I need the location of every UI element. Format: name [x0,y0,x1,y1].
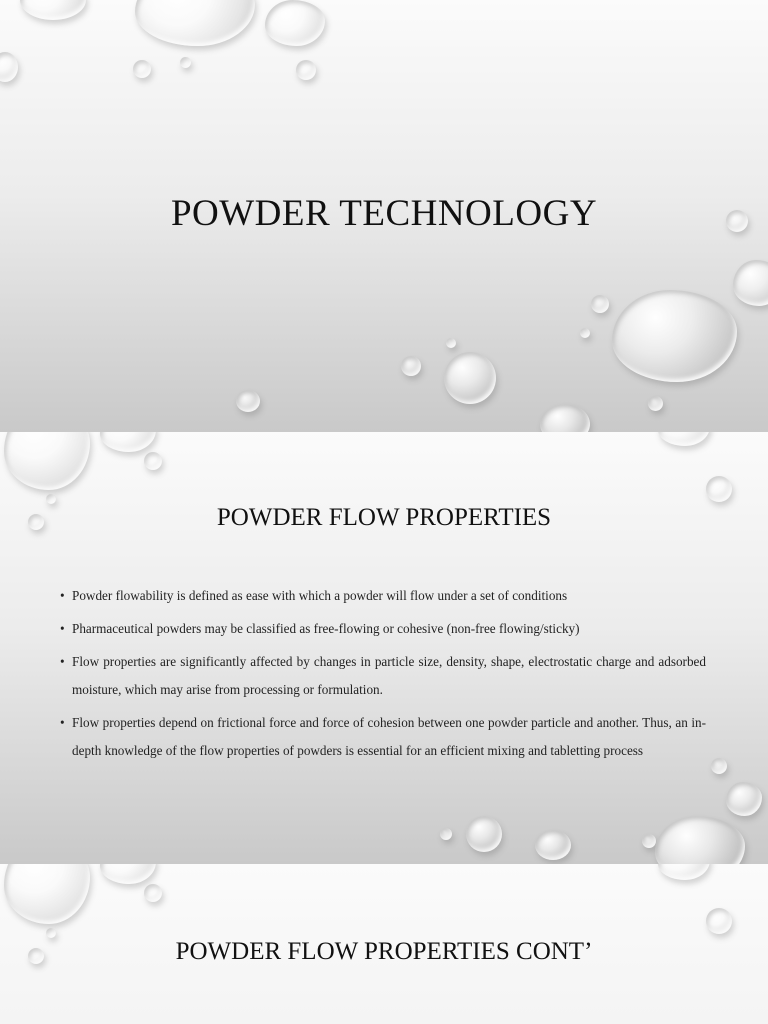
water-droplet-decoration [466,816,502,852]
water-droplet-decoration [440,828,452,840]
slide-powder-flow-properties-cont [0,864,768,1024]
water-droplet-decoration [733,260,768,306]
water-droplet-decoration [706,908,732,934]
bullet-text: Pharmaceutical powders may be classified as free-flowing or cohesive (non-free flowing/sticky) [72,621,580,636]
slide-powder-flow-properties [0,432,768,864]
slide-title [0,0,768,432]
water-droplet-decoration [135,0,255,46]
bullet-text: Flow properties depend on frictional force and force of cohesion between one powder particle and another. Thus, an in-depth knowledge of the flow properties of powders is essential for an efficient mixing and tabletting process [72,715,706,758]
water-droplet-decoration [711,758,727,774]
water-droplet-decoration [0,52,18,82]
water-droplet-decoration [612,290,737,382]
water-droplet-decoration [726,782,762,816]
slide-title-text: POWDER TECHNOLOGY [170,193,598,234]
water-droplet-decoration [144,884,162,902]
bullet-item [60,615,706,643]
bullet-marker: • [60,654,65,669]
water-droplet-decoration [535,830,571,860]
bullet-text: Flow properties are significantly affected by changes in particle size, density, shape, electrostatic charge and adsorbed moisture, which may arise from processing or formulation. [72,654,706,697]
water-droplet-decoration [648,396,663,411]
bullet-list [60,582,706,770]
slide-title-text: POWDER FLOW PROPERTIES [216,504,552,531]
bullet-item [60,648,706,704]
slide-title-text: POWDER FLOW PROPERTIES CONT’ [175,938,593,965]
water-droplet-decoration [706,476,732,502]
bullet-marker: • [60,621,65,636]
water-droplet-decoration [580,328,590,338]
water-droplet-decoration [296,60,316,80]
bullet-text: Powder flowability is defined as ease with which a powder will flow under a set of conditions [72,588,568,603]
water-droplet-decoration [46,928,56,938]
water-droplet-decoration [236,390,260,412]
bullet-item [60,582,706,610]
water-droplet-decoration [642,834,656,848]
water-droplet-decoration [401,356,421,376]
water-droplet-decoration [658,864,710,880]
bullet-item [60,709,706,765]
water-droplet-decoration [133,60,151,78]
water-droplet-decoration [100,864,156,884]
water-droplet-decoration [658,432,710,446]
water-droplet-decoration [46,494,56,504]
water-droplet-decoration [265,0,325,46]
water-droplet-decoration [180,57,191,68]
water-droplet-decoration [591,295,609,313]
bullet-marker: • [60,588,65,603]
water-droplet-decoration [444,352,496,404]
water-droplet-decoration [540,404,590,432]
bullet-marker: • [60,715,65,730]
water-droplet-decoration [4,864,90,924]
water-droplet-decoration [446,338,456,348]
water-droplet-decoration [144,452,162,470]
water-droplet-decoration [655,816,745,864]
water-droplet-decoration [20,0,86,20]
water-droplet-decoration [4,432,90,490]
water-droplet-decoration [100,432,156,452]
